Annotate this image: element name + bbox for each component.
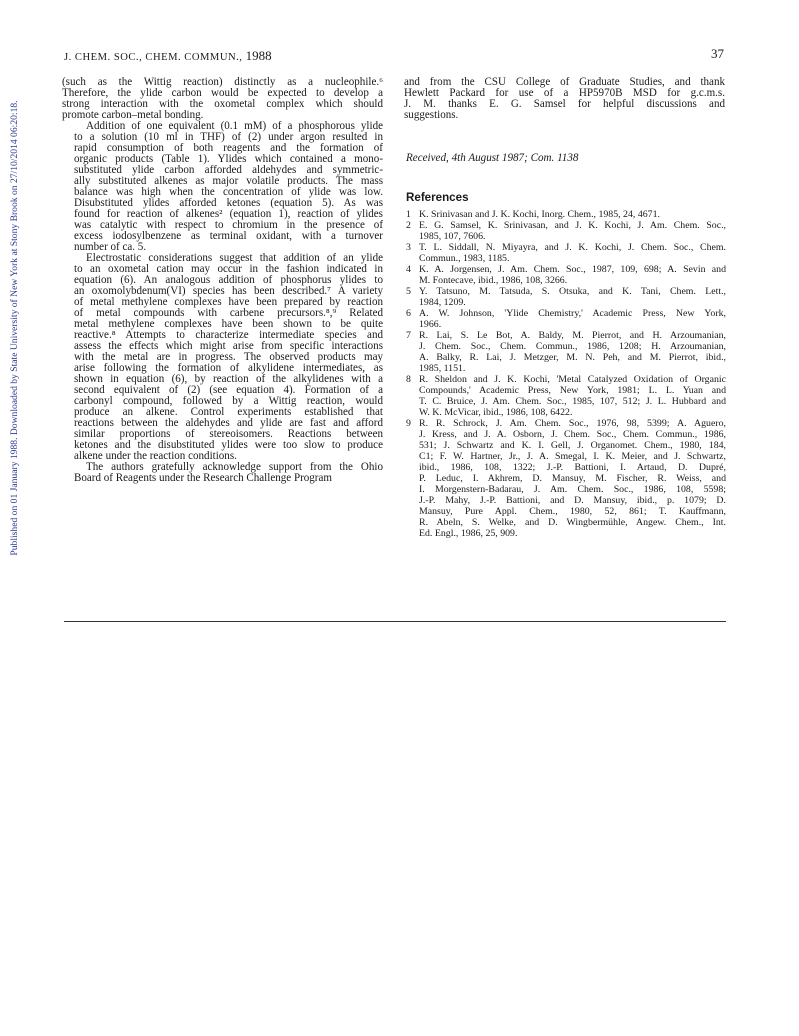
text-line: E. G. Samsel, K. Srinivasan, and J. K. Kochi, J. Am. Chem. Soc.,	[419, 220, 726, 231]
body-paragraph	[62, 77, 383, 121]
text-line: ibid., 1986, 108, 1322; J.-P. Battioni, I. Artaud, D. Dupré,	[419, 462, 726, 473]
footer-rule	[64, 621, 726, 622]
text-line: 1984, 1209.	[419, 297, 466, 308]
journal-year: 1988	[245, 48, 272, 63]
text-line: 531; J. Schwartz and K. I. Gell, J. Organomet. Chem., 1980, 184,	[419, 440, 726, 451]
reference-item	[406, 330, 726, 374]
reference-item	[406, 264, 726, 286]
text-line: Ed. Engl., 1986, 25, 909.	[419, 528, 518, 539]
text-line: assess the effects which might arise from specific interactions	[74, 340, 383, 352]
text-line: J. Chem. Soc., Chem. Commun., 1986, 1208; H. Arzoumanian,	[419, 341, 726, 352]
text-line: P. Leduc, I. Akhrem, D. Mansuy, M. Fischer, R. Weiss, and	[419, 473, 726, 484]
text-line: A. W. Johnson, 'Ylide Chemistry,' Academic Press, New York,	[419, 308, 726, 319]
reference-item	[406, 418, 726, 539]
reference-item	[406, 242, 726, 264]
text-line: reactions between the aldehydes and ylide are fast and afford	[74, 417, 383, 429]
text-line: rapid consumption of both reagents and the formation of	[74, 142, 383, 154]
text-line: Addition of one equivalent (0.1 mM) of a phosphorous ylide	[86, 120, 383, 132]
text-line: R. Sheldon and J. K. Kochi, 'Metal Catalyzed Oxidation of Organic	[419, 374, 726, 385]
text-line: alkene under the reaction conditions.	[74, 450, 237, 462]
text-line: arise following the formation of alkylidene intermediates, as	[74, 362, 383, 374]
text-line: R. R. Schrock, J. Am. Chem. Soc., 1976, 98, 5399; A. Aguero,	[419, 418, 726, 429]
text-line: reactive.⁸ Attempts to characterize intermediate species and	[74, 329, 383, 341]
reference-item	[406, 220, 726, 242]
text-line: C1; F. W. Hartner, Jr., J. A. Smegal, I. K. Meier, and J. Schwartz,	[419, 451, 726, 462]
text-line: found for reaction of alkenes² (equation 1), reaction of ylides	[74, 208, 383, 220]
references-heading: References	[406, 191, 469, 204]
reference-number: 8	[406, 374, 411, 385]
text-line: Board of Reagents under the Research Challenge Program	[74, 472, 332, 484]
body-paragraph	[62, 121, 383, 253]
text-line: Electrostatic considerations suggest that addition of an ylide	[86, 252, 383, 264]
text-line: promote carbon–metal bonding.	[62, 109, 204, 121]
text-line: (such as the Wittig reaction) distinctly as a nucleophile.⁶	[62, 76, 383, 88]
text-line: balance was high when the concentration of ylide was low.	[74, 186, 383, 198]
text-line: produce an alkene. Control experiments established that	[74, 406, 383, 418]
text-line: R. Abeln, S. Welke, and D. Wingbermühle, Angew. Chem., Int.	[419, 517, 726, 528]
received-date: Received, 4th August 1987; Com. 1138	[406, 152, 579, 164]
text-line: J.-P. Mahy, J.-P. Battioni, and D. Mansuy, ibid., p. 1079; D.	[419, 495, 726, 506]
body-paragraph	[62, 253, 383, 462]
references-list	[406, 209, 726, 539]
text-line: R. Lai, S. Le Bot, A. Baldy, M. Pierrot, and H. Arzoumanian,	[419, 330, 726, 341]
reference-item	[406, 286, 726, 308]
text-line: equation (6). An analogous addition of phosphorus ylides to	[74, 274, 383, 286]
text-line: to an oxometal cation may occur in the fashion indicated in	[74, 263, 383, 275]
reference-item	[406, 308, 726, 330]
text-line: I. Morgenstern-Badarau, J. Am. Chem. Soc., 1986, 108, 5598;	[419, 484, 726, 495]
text-line: number of ca. 5.	[74, 241, 147, 253]
reference-number: 7	[406, 330, 411, 341]
text-line: T. C. Bruice, J. Am. Chem. Soc., 1985, 107, 512; J. L. Hubbard and	[419, 396, 726, 407]
running-header	[64, 48, 272, 64]
text-line: J. Kress, and J. A. Osborn, J. Chem. Soc., Chem. Commun., 1986,	[419, 429, 726, 440]
text-line: Disubstituted ylides afforded ketones (equation 5). As was	[74, 197, 383, 209]
publication-sidebar-note: Published on 01 January 1988. Downloaded by State University of New York at Stony Brook on 27/10/2014 06:20:18.	[9, 100, 20, 556]
text-line: K. Srinivasan and J. K. Kochi, Inorg. Chem., 1985, 24, 4671.	[419, 209, 660, 220]
text-line: substituted ylide carbon afforded aldehydes and symmetric-	[74, 164, 383, 176]
reference-number: 3	[406, 242, 411, 253]
text-line: suggestions.	[404, 109, 459, 121]
reference-item	[406, 374, 726, 418]
text-line: of metal compounds with carbene precursors.⁸,⁹ Related	[74, 307, 383, 319]
right-column	[404, 77, 725, 121]
text-line: M. Fontecave, ibid., 1986, 108, 3266.	[419, 275, 568, 286]
text-line: carbonyl compound, followed by a Wittig reaction, would	[74, 395, 383, 407]
reference-number: 2	[406, 220, 411, 231]
text-line: Commun., 1983, 1185.	[419, 253, 510, 264]
text-line: ketones and the disubstituted ylides were too slow to produce	[74, 439, 383, 451]
text-line: Y. Tatsuno, M. Tatsuda, S. Otsuka, and K. Tani, Chem. Lett.,	[419, 286, 726, 297]
reference-item	[406, 209, 726, 220]
text-line: with the metal are in progress. The observed products may	[74, 351, 383, 363]
acknowledgement-continuation	[404, 77, 725, 121]
text-line: 1985, 107, 7606.	[419, 231, 486, 242]
text-line: 1985, 1151.	[419, 363, 466, 374]
text-line: excess iodosylbenzene as terminal oxidant, with a turnover	[74, 230, 383, 242]
reference-number: 1	[406, 209, 411, 220]
reference-number: 5	[406, 286, 411, 297]
text-line: and from the CSU College of Graduate Studies, and thank	[404, 76, 725, 88]
body-paragraph	[62, 462, 383, 484]
text-line: Compounds,' Academic Press, New York, 1981; L. L. Yuan and	[419, 385, 726, 396]
text-line: an oxomolybdenum(VI) species has been described.⁷ A variety	[74, 285, 383, 297]
journal-name: J. CHEM. SOC., CHEM. COMMUN.,	[64, 52, 243, 63]
text-line: W. K. McVicar, ibid., 1986, 108, 6422.	[419, 407, 573, 418]
text-line: second equivalent of (2) (see equation 4). Formation of a	[74, 384, 383, 396]
text-line: to a solution (10 ml in THF) of (2) under argon resulted in	[74, 131, 383, 143]
text-line: organic products (Table 1). Ylides which contained a mono-	[74, 153, 383, 165]
text-line: A. Balky, R. Lai, J. Metzger, M. N. Peh, and M. Pierrot, ibid.,	[419, 352, 726, 363]
text-line: K. A. Jorgensen, J. Am. Chem. Soc., 1987, 109, 698; A. Sevin and	[419, 264, 726, 275]
text-line: The authors gratefully acknowledge support from the Ohio	[86, 461, 383, 473]
text-line: T. L. Siddall, N. Miyayra, and J. K. Kochi, J. Chem. Soc., Chem.	[419, 242, 726, 253]
text-line: was catalytic with respect to chromium in the presence of	[74, 219, 383, 231]
text-line: ally substituted alkenes as major volatile products. The mass	[74, 175, 383, 187]
text-line: strong interaction with the oxometal complex which should	[62, 98, 383, 110]
text-line: Therefore, the ylide carbon would be expected to develop a	[62, 87, 383, 99]
text-line: J. M. thanks E. G. Samsel for helpful discussions and	[404, 98, 725, 110]
reference-number: 6	[406, 308, 411, 319]
reference-number: 4	[406, 264, 411, 275]
text-line: Hewlett Packard for use of a HP5970B MSD for g.c.m.s.	[404, 87, 725, 99]
text-line: similar proportions of stereoisomers. Reactions between	[74, 428, 383, 440]
reference-number: 9	[406, 418, 411, 429]
page-number: 37	[711, 46, 724, 61]
text-line: metal methylene complexes have been shown to be quite	[74, 318, 383, 330]
text-line: shown in equation (6), by reaction of the alkylidenes with a	[74, 373, 383, 385]
left-column	[62, 77, 383, 484]
text-line: of metal methylene complexes have been prepared by reaction	[74, 296, 383, 308]
text-line: 1966.	[419, 319, 442, 330]
text-line: Mansuy, Pure Appl. Chem., 1980, 52, 861; T. Kauffmann,	[419, 506, 726, 517]
